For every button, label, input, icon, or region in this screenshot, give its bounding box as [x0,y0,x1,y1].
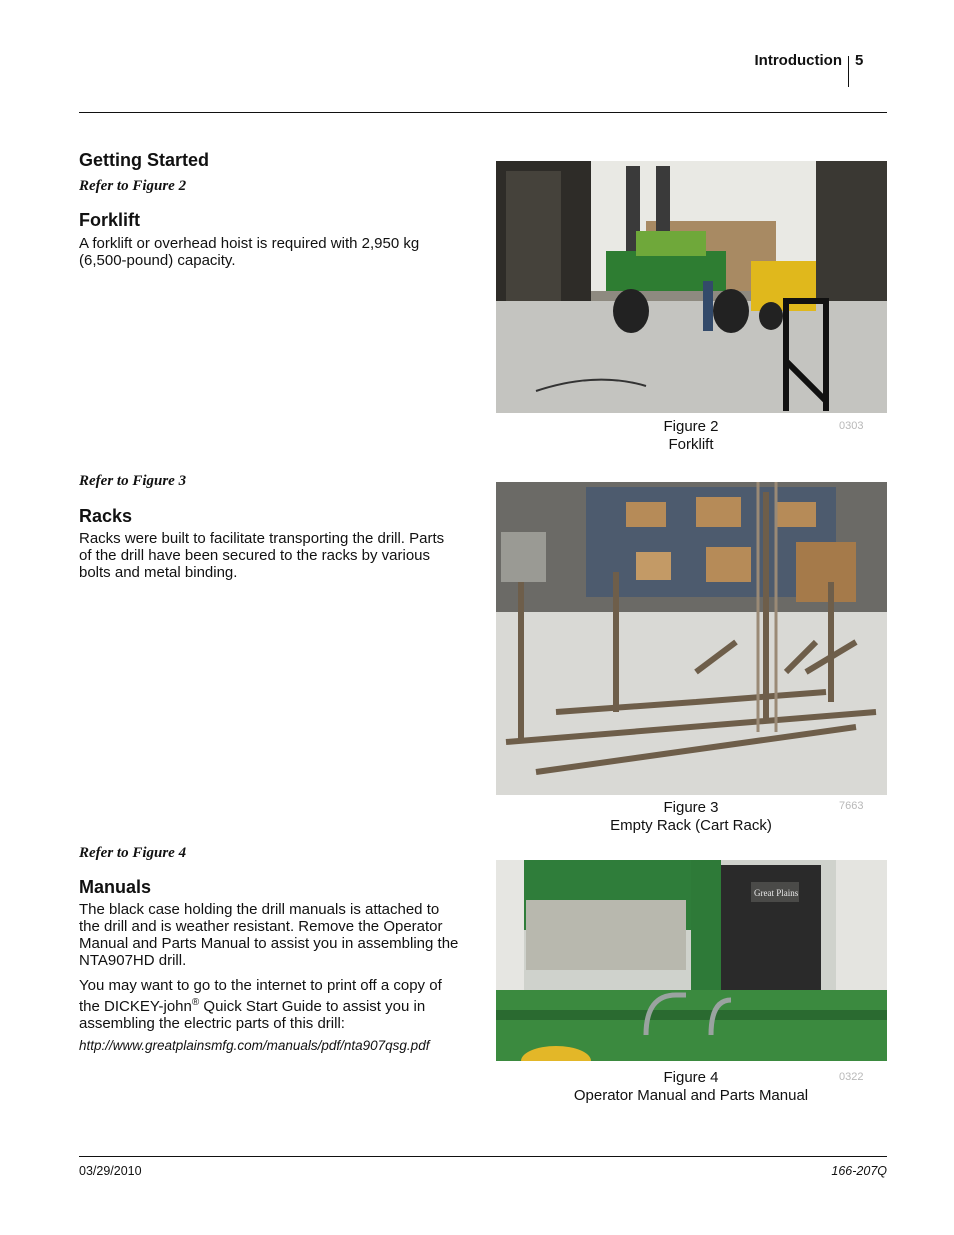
figure-2-code: 0303 [839,420,864,432]
getting-started-heading: Getting Started [79,150,210,170]
figure-2-reference: Refer to Figure 2 [79,178,187,194]
figure-4-reference: Refer to Figure 4 [79,845,187,861]
figure-3-number: Figure 3 [663,799,719,816]
header-divider [848,56,849,87]
racks-heading: Racks [79,506,133,526]
manuals-heading: Manuals [79,877,152,897]
figure-4-manual-case-photo [496,860,887,1061]
footer-rule [79,1156,887,1157]
forklift-text: A forklift or overhead hoist is required with 2,950 kg (6,500-pound) capacity. [79,235,420,269]
figure-2-number: Figure 2 [663,418,719,435]
figure-4-number: Figure 4 [663,1069,719,1086]
figure-3-reference: Refer to Figure 3 [79,473,187,489]
figure-4-caption [496,1069,886,1105]
page-number: 5 [855,52,864,69]
figure-4-title: Operator Manual and Parts Manual [573,1087,809,1104]
figure-2-caption [496,418,886,454]
figure-3-caption [496,799,886,835]
header-section-title: Introduction [754,52,842,69]
registered-mark: ® [191,997,200,1008]
footer-document-id: 166-207Q [831,1164,887,1178]
footer-date: 03/29/2010 [79,1164,142,1178]
figure-2-forklift-photo [496,161,887,413]
figure-3-rack-photo [496,482,887,795]
quick-start-guide-link[interactable]: http://www.greatplainsmfg.com/manuals/pdf/nta907qsg.pdf [79,1038,430,1053]
figure-4-code: 0322 [839,1071,864,1083]
figure-2-title: Forklift [668,436,714,453]
figure-3-code: 7663 [839,800,864,812]
figure-3-title: Empty Rack (Cart Rack) [610,817,772,834]
racks-text: Racks were built to facilitate transporting the drill. Parts of the drill have been secured to the racks by various bolts and metal binding. [79,530,445,581]
manuals-paragraph-2: You may want to go to the internet to print off a copy of the DICKEY-john® Quick Start Guide to assist you in assembling the electric parts of this drill: [79,977,442,1032]
forklift-heading: Forklift [79,210,140,230]
header-rule [79,112,887,113]
case-logo-text: Great Plains [754,888,799,898]
manuals-paragraph-1: The black case holding the drill manuals is attached to the drill and is weather resistant. Remove the Operator Manual and Parts Manual to assist you in assembling the NTA907HD drill. [79,901,459,969]
